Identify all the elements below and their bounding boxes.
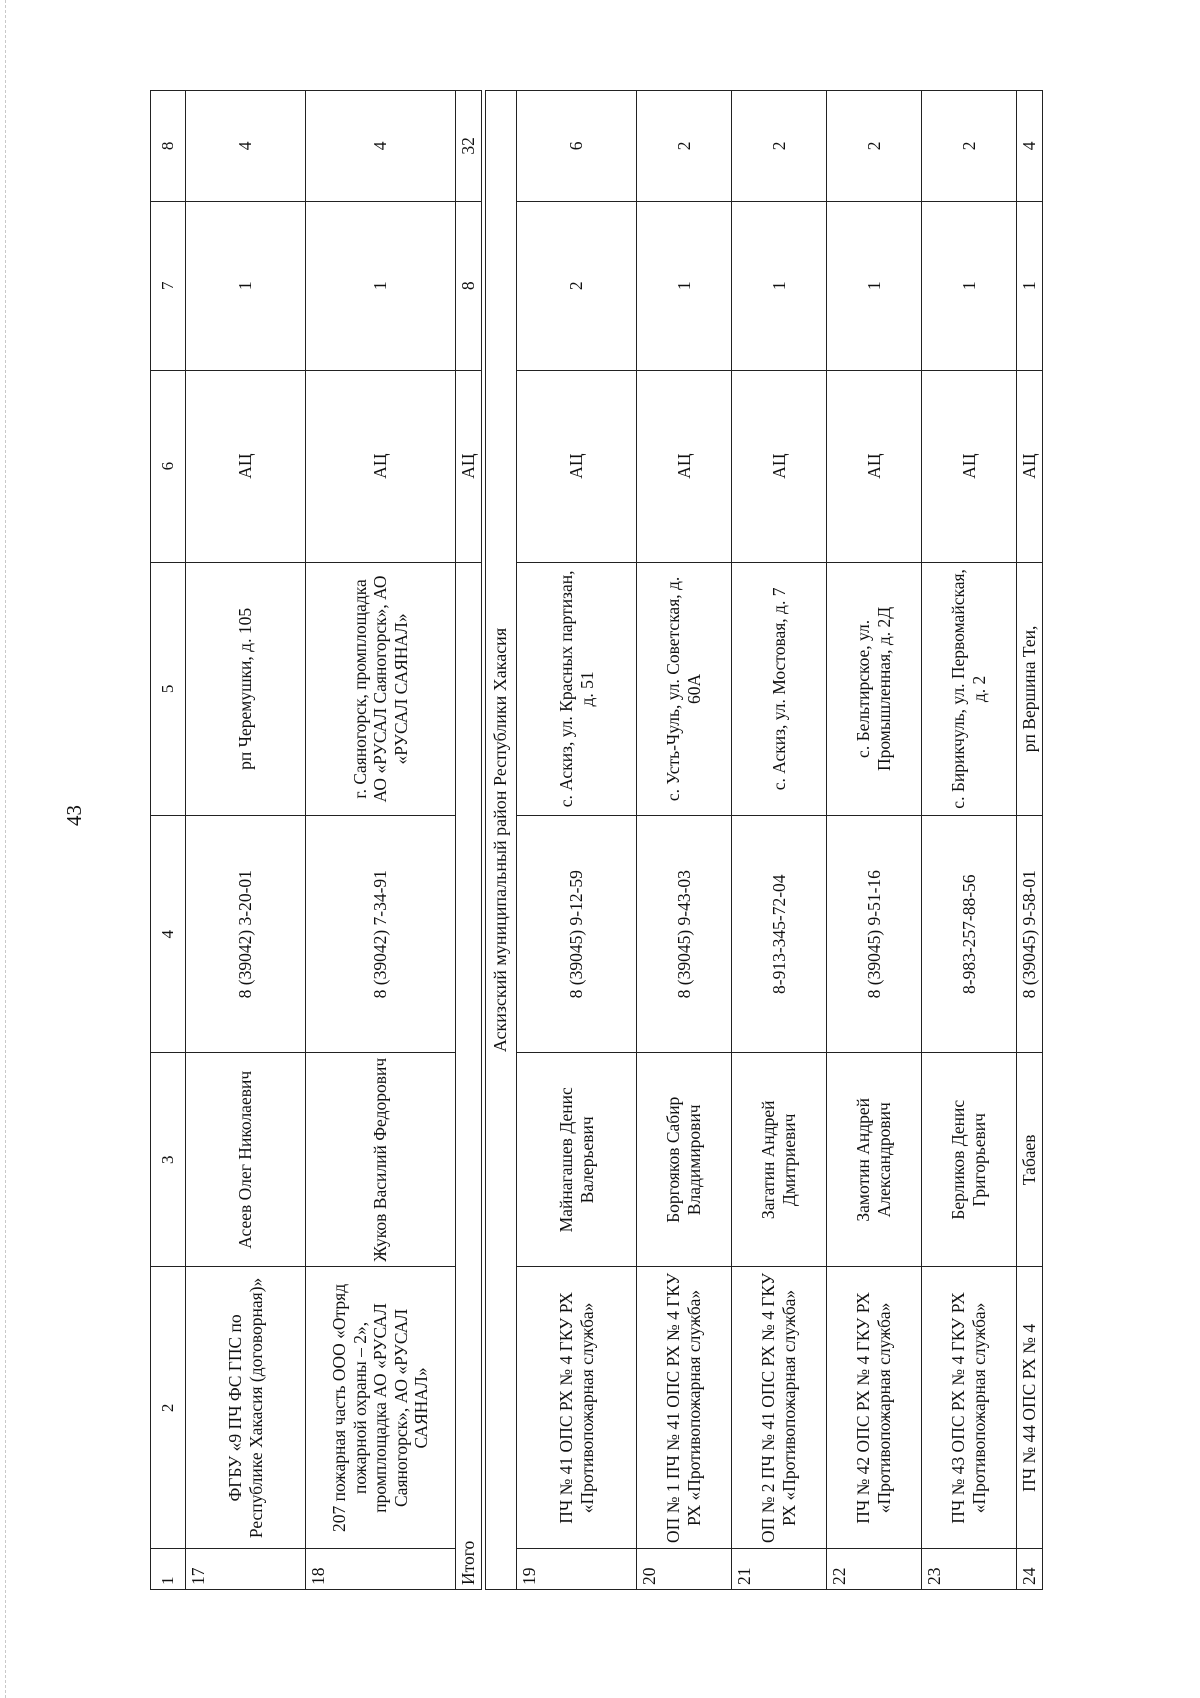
staff-count-cell: 4 (306, 91, 456, 202)
phone-cell: 8 (39042) 3-20-01 (186, 816, 306, 1053)
address-cell: г. Саяногорск, промплощадка АО «РУСАЛ Саяногорск», АО «РУСАЛ САЯНАЛ» (306, 562, 456, 816)
fire-units-table (150, 90, 1043, 1590)
head-name-cell: Табаев (1017, 1053, 1043, 1267)
organization-cell: ПЧ № 44 ОПС РХ № 4 (1017, 1267, 1043, 1549)
row-number: 23 (922, 1549, 1017, 1590)
address-cell: с. Бирикчуль, ул. Первомайская, д. 2 (922, 562, 1017, 816)
row-number: 21 (732, 1549, 827, 1590)
staff-count-cell: 2 (637, 91, 732, 202)
page-number: 43 (62, 805, 86, 826)
vehicle-type-cell: АЦ (922, 370, 1017, 562)
total-staff-count: 32 (456, 91, 482, 202)
header-cell: 4 (151, 816, 186, 1053)
row-number: 18 (306, 1549, 456, 1590)
vehicle-type-cell: АЦ (1017, 370, 1043, 562)
address-cell: с. Аскиз, ул. Мостовая, д. 7 (732, 562, 827, 816)
section-title: Аскизский муниципальный район Республики Хакасия (486, 91, 517, 1590)
vehicle-type-cell: АЦ (827, 370, 922, 562)
address-cell: с. Усть-Чуль, ул. Советская, д. 60А (637, 562, 732, 816)
row-number: 17 (186, 1549, 306, 1590)
head-name-cell: Загатин Андрей Дмитриевич (732, 1053, 827, 1267)
vehicle-count-cell: 1 (637, 201, 732, 370)
vehicle-type-cell: АЦ (306, 370, 456, 562)
head-name-cell: Асеев Олег Николаевич (186, 1053, 306, 1267)
address-cell: с. Бельтирское, ул. Промышленная, д. 2Д (827, 562, 922, 816)
phone-cell: 8 (39045) 9-58-01 (1017, 816, 1043, 1053)
head-name-cell: Майнагашев Денис Валерьевич (517, 1053, 637, 1267)
row-number: 19 (517, 1549, 637, 1590)
organization-cell: ОП № 1 ПЧ № 41 ОПС РХ № 4 ГКУ РХ «Противопожарная служба» (637, 1267, 732, 1549)
header-row (151, 91, 186, 1590)
row-number: 24 (1017, 1549, 1043, 1590)
header-cell: 2 (151, 1267, 186, 1549)
header-cell: 5 (151, 562, 186, 816)
head-name-cell: Замотин Андрей Александрович (827, 1053, 922, 1267)
table-row (637, 91, 732, 1590)
table-row (922, 91, 1017, 1590)
vehicle-count-cell: 1 (1017, 201, 1043, 370)
phone-cell: 8 (39045) 9-51-16 (827, 816, 922, 1053)
total-vehicle-count: 8 (456, 201, 482, 370)
vehicle-type-cell: АЦ (732, 370, 827, 562)
vehicle-type-cell: АЦ (637, 370, 732, 562)
vehicle-count-cell: 1 (922, 201, 1017, 370)
phone-cell: 8-913-345-72-04 (732, 816, 827, 1053)
phone-cell: 8-983-257-88-56 (922, 816, 1017, 1053)
phone-cell: 8 (39042) 7-34-91 (306, 816, 456, 1053)
staff-count-cell: 2 (732, 91, 827, 202)
row-number: 20 (637, 1549, 732, 1590)
organization-cell: ФГБУ «9 ПЧ ФС ГПС по Республике Хакасия (договорная)» (186, 1267, 306, 1549)
table-row (1017, 91, 1043, 1590)
staff-count-cell: 6 (517, 91, 637, 202)
head-name-cell: Берликов Денис Григорьевич (922, 1053, 1017, 1267)
section-row (486, 91, 517, 1590)
table-row (186, 91, 306, 1590)
staff-count-cell: 4 (1017, 91, 1043, 202)
table-row (517, 91, 637, 1590)
vehicle-count-cell: 1 (827, 201, 922, 370)
total-vehicle-type: АЦ (456, 370, 482, 562)
rotated-table-wrapper (150, 90, 1043, 1590)
header-cell: 6 (151, 370, 186, 562)
table-row (306, 91, 456, 1590)
address-cell: с. Аскиз, ул. Красных партизан, д. 51 (517, 562, 637, 816)
organization-cell: ПЧ № 43 ОПС РХ № 4 ГКУ РХ «Противопожарная служба» (922, 1267, 1017, 1549)
header-cell: 7 (151, 201, 186, 370)
header-cell: 8 (151, 91, 186, 202)
vehicle-type-cell: АЦ (517, 370, 637, 562)
table-row (732, 91, 827, 1590)
staff-count-cell: 2 (922, 91, 1017, 202)
vehicle-type-cell: АЦ (186, 370, 306, 562)
staff-count-cell: 4 (186, 91, 306, 202)
table-row (827, 91, 922, 1590)
vehicle-count-cell: 1 (732, 201, 827, 370)
address-cell: рп Черемушки, д. 105 (186, 562, 306, 816)
header-cell: 3 (151, 1053, 186, 1267)
vehicle-count-cell: 1 (306, 201, 456, 370)
organization-cell: ПЧ № 41 ОПС РХ № 4 ГКУ РХ «Противопожарная служба» (517, 1267, 637, 1549)
head-name-cell: Жуков Василий Федорович (306, 1053, 456, 1267)
organization-cell: ОП № 2 ПЧ № 41 ОПС РХ № 4 ГКУ РХ «Противопожарная служба» (732, 1267, 827, 1549)
organization-cell: 207 пожарная часть ООО «Отряд пожарной охраны – 2», промплощадка АО «РУСАЛ Саяногорск», АО «РУСАЛ САЯНАЛ» (306, 1267, 456, 1549)
staff-count-cell: 2 (827, 91, 922, 202)
header-cell: 1 (151, 1549, 186, 1590)
head-name-cell: Боргояков Сабир Владимирович (637, 1053, 732, 1267)
phone-cell: 8 (39045) 9-12-59 (517, 816, 637, 1053)
row-number: 22 (827, 1549, 922, 1590)
total-label: Итого (456, 562, 482, 1589)
organization-cell: ПЧ № 42 ОПС РХ № 4 ГКУ РХ «Противопожарная служба» (827, 1267, 922, 1549)
total-row (456, 91, 482, 1590)
phone-cell: 8 (39045) 9-43-03 (637, 816, 732, 1053)
vehicle-count-cell: 1 (186, 201, 306, 370)
vehicle-count-cell: 2 (517, 201, 637, 370)
scan-edge-line (5, 0, 7, 1698)
address-cell: рп Вершина Теи, (1017, 562, 1043, 816)
